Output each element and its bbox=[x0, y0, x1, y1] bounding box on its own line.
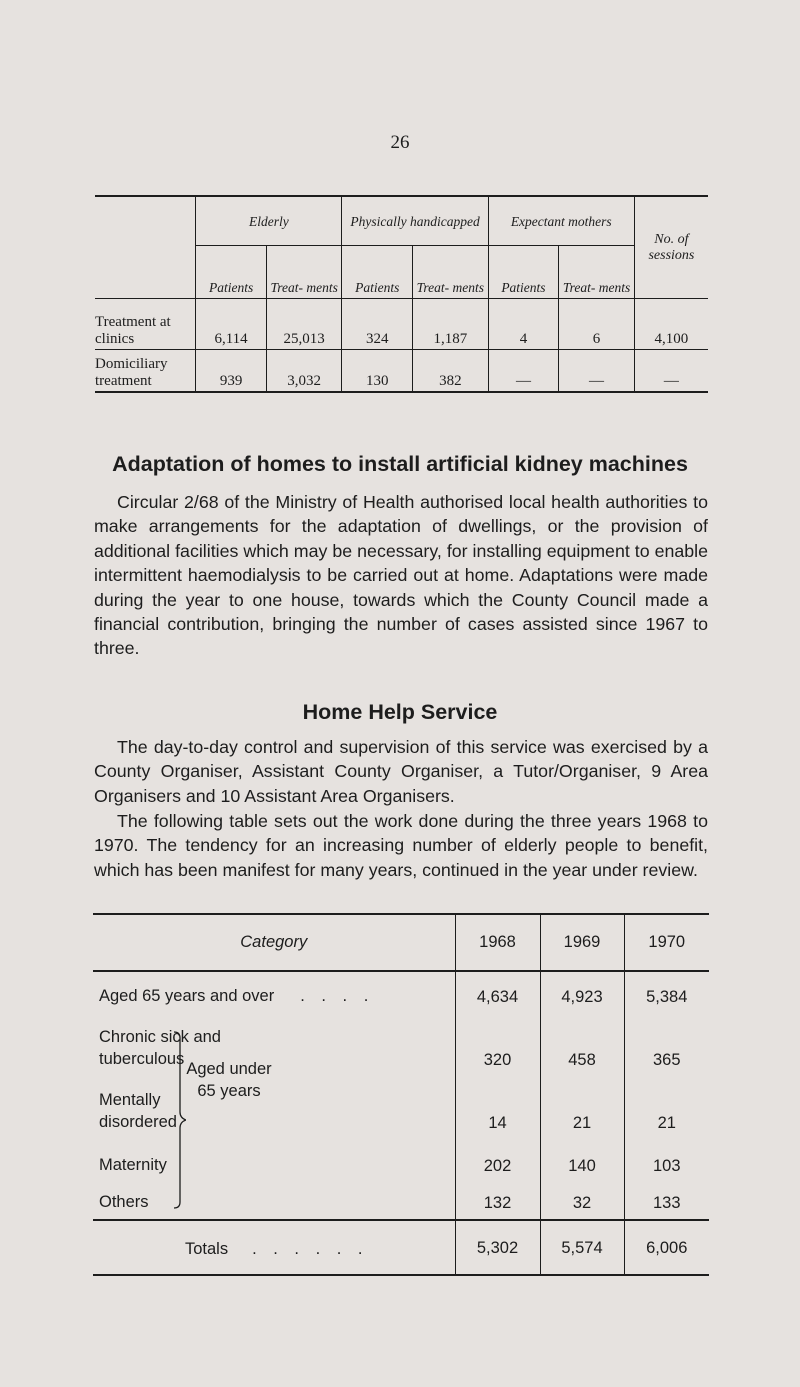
cell: — bbox=[488, 350, 559, 393]
cell: 320 bbox=[455, 1007, 540, 1070]
cell: 130 bbox=[342, 350, 413, 393]
table-row bbox=[95, 350, 708, 393]
row-label-aged-65 bbox=[93, 971, 455, 1007]
cell: 1,187 bbox=[413, 299, 489, 350]
leader-dots: . . . . . . bbox=[252, 1239, 369, 1258]
group-header-elderly: Elderly bbox=[196, 196, 342, 246]
row-label: Domiciliary treatment bbox=[95, 350, 196, 393]
group-header-physically-handicapped: Physically handicapped bbox=[342, 196, 488, 246]
row-label-text: Others bbox=[99, 1193, 149, 1211]
row-label-maternity bbox=[93, 1133, 455, 1176]
cell: 324 bbox=[342, 299, 413, 350]
cell: 202 bbox=[455, 1133, 540, 1176]
totals-label-text: Totals bbox=[184, 1239, 229, 1258]
leader-dots: . . . . bbox=[300, 987, 375, 1005]
cell: 5,302 bbox=[455, 1220, 540, 1276]
row-label-text: Maternity bbox=[99, 1156, 167, 1174]
treatment-table bbox=[95, 195, 708, 393]
cell: 5,384 bbox=[624, 971, 709, 1007]
cell: 382 bbox=[413, 350, 489, 393]
group-brace bbox=[166, 1030, 186, 1210]
row-label-text: Chronic sick and tuberculous bbox=[99, 1028, 221, 1068]
cell: 6 bbox=[559, 299, 635, 350]
cell: 103 bbox=[624, 1133, 709, 1176]
cell: 3,032 bbox=[266, 350, 342, 393]
group-header-expectant-mothers: Expectant mothers bbox=[488, 196, 634, 246]
cell: 4,923 bbox=[540, 971, 624, 1007]
paragraph-kidney-machines: Circular 2/68 of the Ministry of Health authorised local health authorities to make arrangements for the adaptation of dwellings, or the provision of additional facilities which may be necessary, for installing equipment to enable intermittent haemodialysis to be carried out at home. Adaptations were made during the year to one house, towards which the County Council made a financial contribution, bringing the number of cases assisted since 1967 to three. bbox=[94, 492, 708, 659]
cell: 5,574 bbox=[540, 1220, 624, 1276]
page-number: 26 bbox=[390, 132, 410, 153]
cell: 6,006 bbox=[624, 1220, 709, 1276]
cell: 4 bbox=[488, 299, 559, 350]
table-row bbox=[95, 299, 708, 350]
table-bottom-rule bbox=[93, 1274, 709, 1276]
cell: 32 bbox=[540, 1176, 624, 1220]
cell: 14 bbox=[455, 1070, 540, 1133]
cell: 21 bbox=[624, 1070, 709, 1133]
cell: 458 bbox=[540, 1007, 624, 1070]
row-label-others bbox=[93, 1176, 455, 1220]
cell: 4,634 bbox=[455, 971, 540, 1007]
section-heading-home-help: Home Help Service bbox=[302, 700, 498, 724]
subheader-patients: Patients bbox=[342, 246, 413, 299]
header-year-1969: 1969 bbox=[540, 914, 624, 971]
row-label-text: Mentally disordered bbox=[99, 1091, 177, 1131]
totals-row bbox=[93, 1220, 709, 1276]
cell: 133 bbox=[624, 1176, 709, 1220]
cell: 21 bbox=[540, 1070, 624, 1133]
paragraph-home-help-table-intro: The following table sets out the work done during the three years 1968 to 1970. The tendency for an increasing number of elderly people to benefit, which has been manifest for many years, continued in the year under review. bbox=[94, 811, 708, 880]
header-year-1970: 1970 bbox=[624, 914, 709, 971]
cell: 365 bbox=[624, 1007, 709, 1070]
header-category: Category bbox=[93, 914, 455, 971]
subheader-patients: Patients bbox=[488, 246, 559, 299]
group-label-aged-under-65: Aged under 65 years bbox=[186, 1060, 272, 1100]
corner-cell bbox=[95, 196, 196, 299]
subheader-treatments: Treat- ments bbox=[559, 246, 635, 299]
cell: 6,114 bbox=[196, 299, 267, 350]
cell: 140 bbox=[540, 1133, 624, 1176]
row-label-text: Aged 65 years and over bbox=[99, 987, 275, 1005]
row-label-mentally-disordered bbox=[93, 1070, 455, 1133]
row-label: Treatment at clinics bbox=[95, 299, 196, 350]
cell: 25,013 bbox=[266, 299, 342, 350]
cell: 132 bbox=[455, 1176, 540, 1220]
header-no-of-sessions: No. of sessions bbox=[634, 196, 708, 299]
subheader-treatments: Treat- ments bbox=[266, 246, 342, 299]
subheader-treatments: Treat- ments bbox=[413, 246, 489, 299]
header-year-1968: 1968 bbox=[455, 914, 540, 971]
cell: — bbox=[634, 350, 708, 393]
row-label-chronic-sick bbox=[93, 1007, 455, 1070]
paragraph-home-help-control: The day-to-day control and supervision of this service was exercised by a County Organiser, Assistant County Organiser, a Tutor/Organiser, 9 Area Organisers and 10 Assistant Area Organisers. bbox=[94, 737, 708, 806]
cell: 4,100 bbox=[634, 299, 708, 350]
cell: 939 bbox=[196, 350, 267, 393]
cell: — bbox=[559, 350, 635, 393]
section-heading-kidney-machines: Adaptation of homes to install artificial kidney machines bbox=[112, 452, 688, 476]
totals-label bbox=[93, 1220, 455, 1276]
table-row bbox=[93, 971, 709, 1007]
subheader-patients: Patients bbox=[196, 246, 267, 299]
